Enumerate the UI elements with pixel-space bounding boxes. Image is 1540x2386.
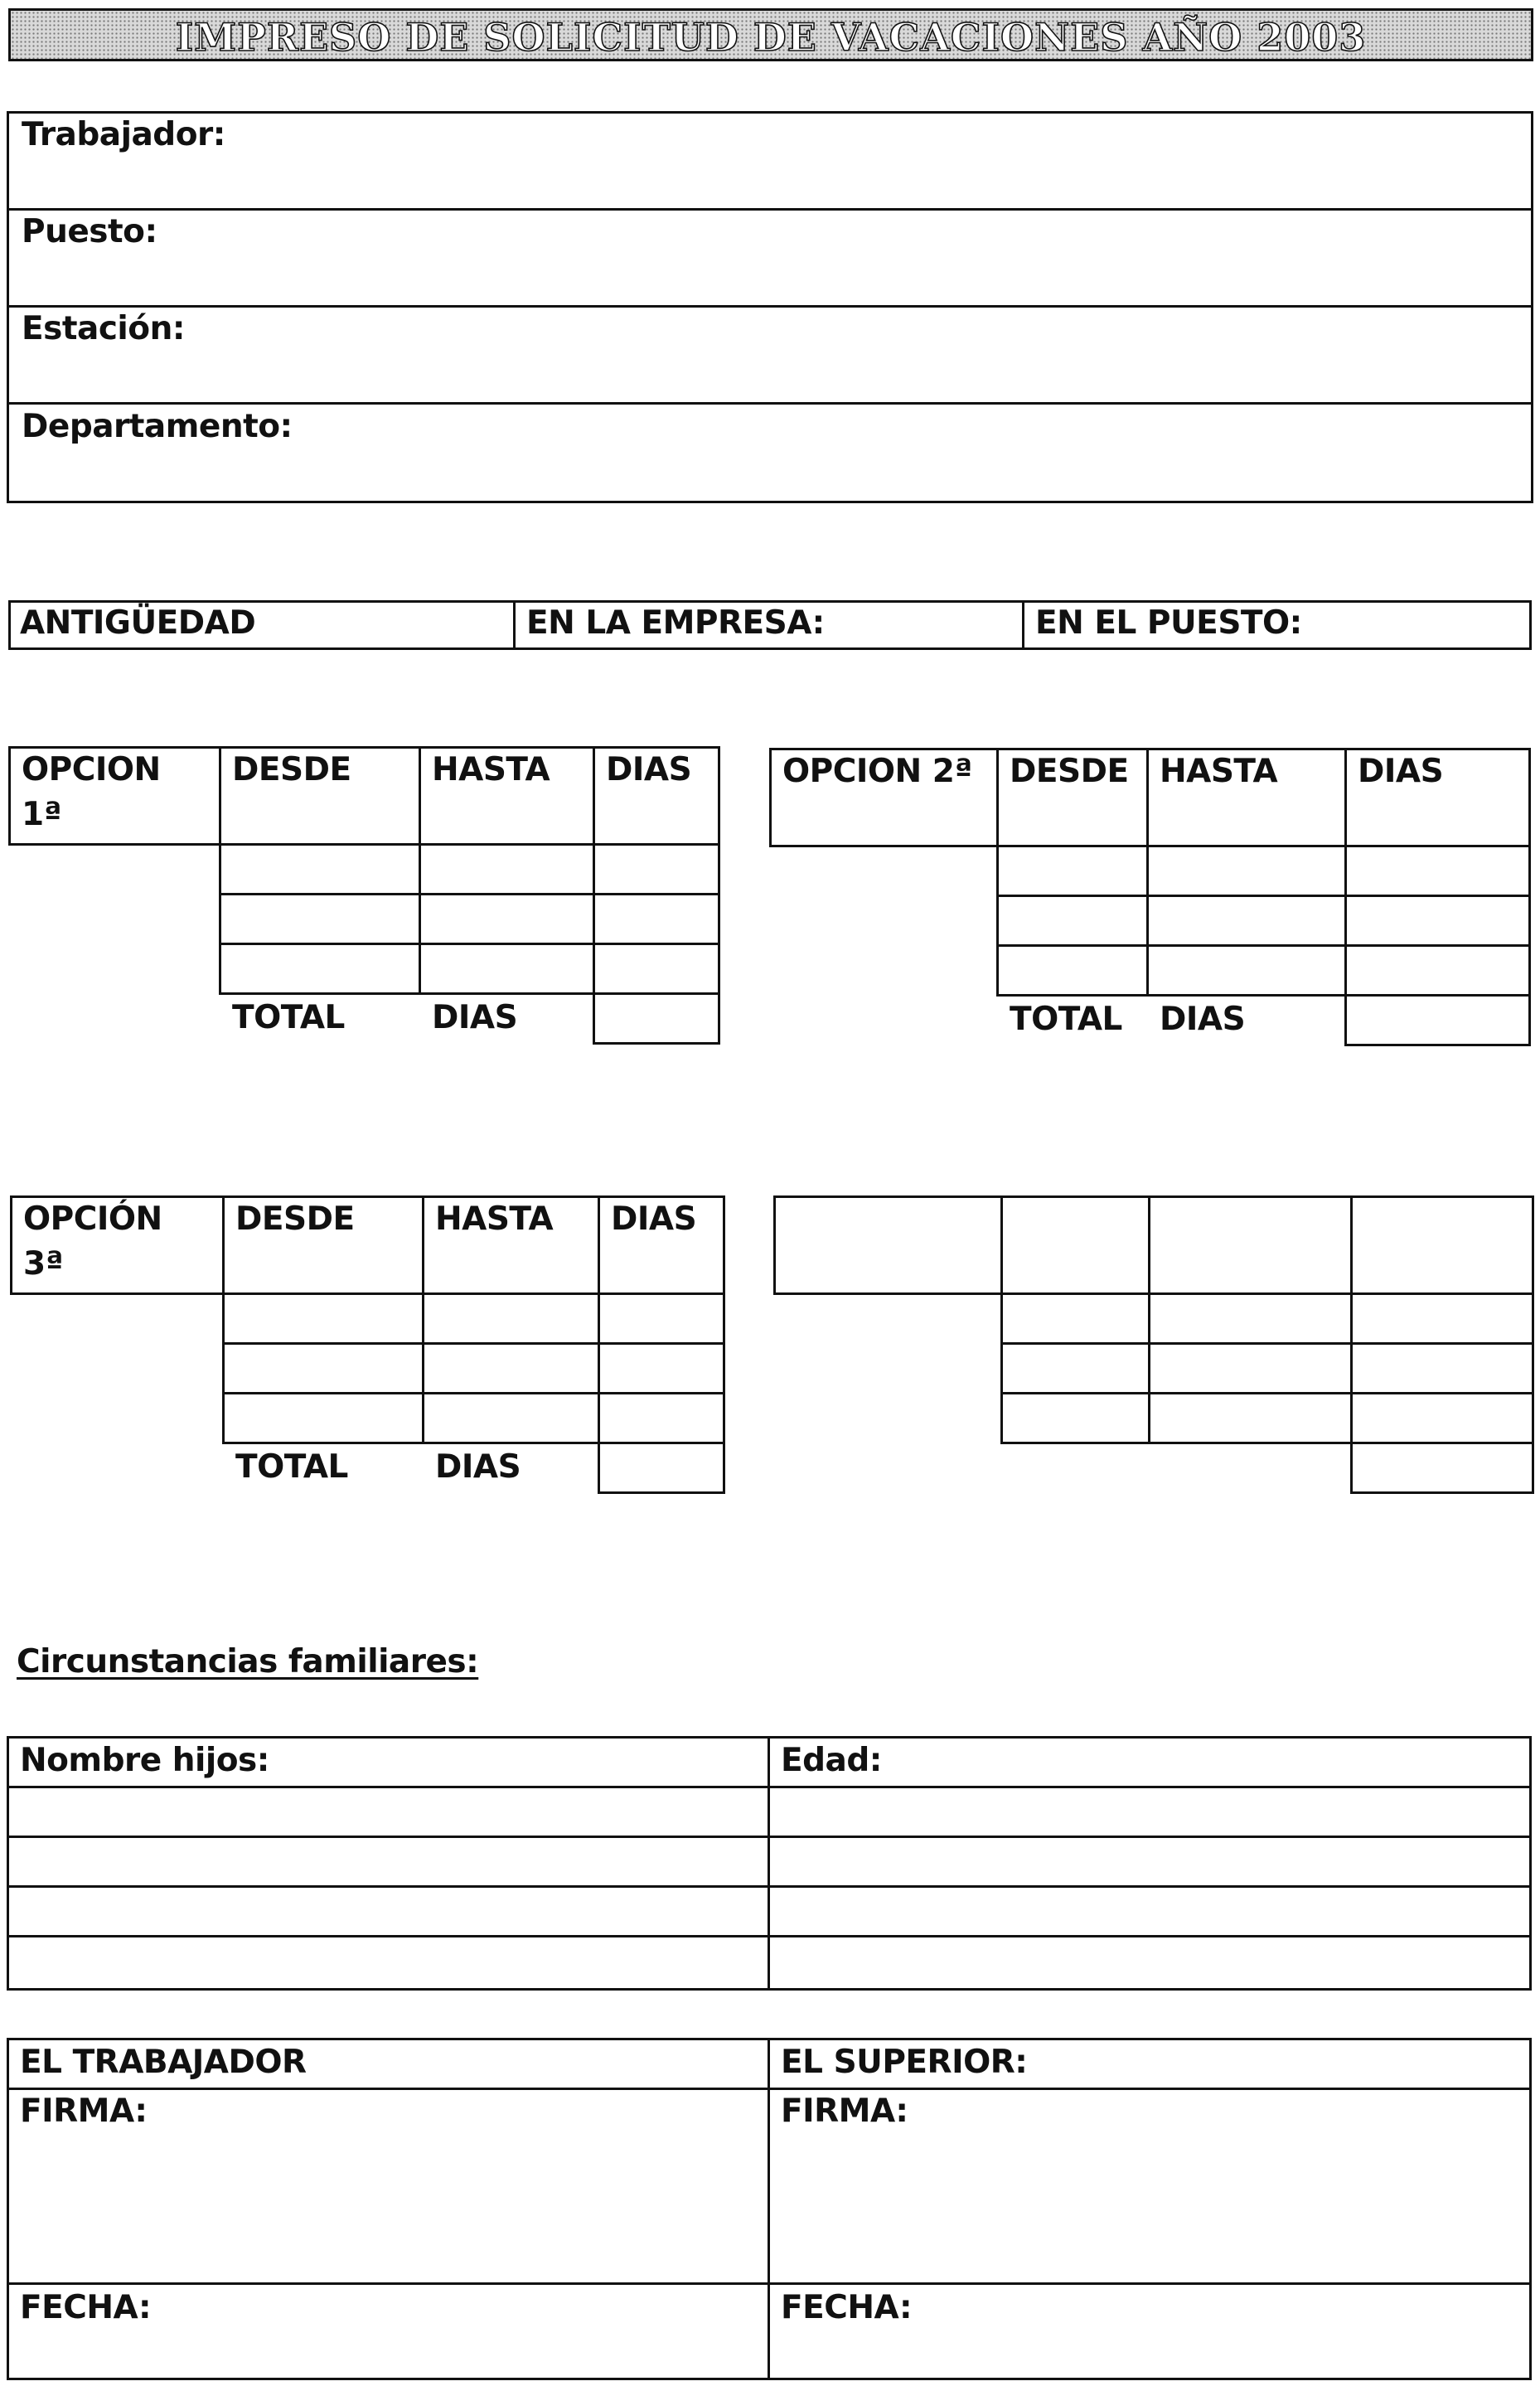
blank-table-col4-row1[interactable] bbox=[1350, 1292, 1534, 1345]
option2-label: OPCION 2ª bbox=[782, 753, 972, 790]
option1-to-row2[interactable] bbox=[419, 893, 595, 945]
option2-total-days-label: DIAS bbox=[1160, 1001, 1246, 1038]
blank-table-col4-row2[interactable] bbox=[1350, 1342, 1534, 1394]
option2-days-label: DIAS bbox=[1358, 753, 1444, 790]
worker-sign-label: FIRMA: bbox=[20, 2093, 148, 2130]
option1-days-row3[interactable] bbox=[593, 943, 720, 995]
station-field[interactable] bbox=[7, 305, 1533, 405]
blank-table-col3-row3[interactable] bbox=[1148, 1392, 1353, 1444]
option3-label-line2: 3ª bbox=[23, 1245, 64, 1283]
superior-date-label: FECHA: bbox=[781, 2289, 913, 2326]
option2-to-label: HASTA bbox=[1160, 753, 1278, 790]
blank-table-col2-row1[interactable] bbox=[1000, 1292, 1150, 1345]
children-age-row3[interactable] bbox=[768, 1885, 1532, 1937]
option1-label-line2: 1ª bbox=[22, 796, 62, 833]
option1-from-label: DESDE bbox=[232, 751, 351, 788]
option1-days-row1[interactable] bbox=[593, 843, 720, 895]
blank-table-col3-header bbox=[1148, 1195, 1353, 1295]
children-age-row4[interactable] bbox=[768, 1935, 1532, 1991]
seniority-label: ANTIGÜEDAD bbox=[20, 604, 256, 642]
children-name-row2[interactable] bbox=[7, 1836, 770, 1888]
option3-days-row1[interactable] bbox=[598, 1292, 725, 1345]
option2-days-row3[interactable] bbox=[1344, 944, 1531, 997]
option1-from-row1[interactable] bbox=[219, 843, 421, 895]
seniority-company-label: EN LA EMPRESA: bbox=[526, 604, 825, 642]
option1-from-row2[interactable] bbox=[219, 893, 421, 945]
position-label: Puesto: bbox=[22, 213, 157, 250]
option3-total-days-field[interactable] bbox=[598, 1442, 725, 1494]
family-heading: Circunstancias familiares: bbox=[17, 1643, 479, 1680]
option3-from-row1[interactable] bbox=[222, 1292, 424, 1345]
seniority-position-label: EN EL PUESTO: bbox=[1035, 604, 1302, 642]
option3-to-row2[interactable] bbox=[422, 1342, 600, 1394]
blank-table-col3-row1[interactable] bbox=[1148, 1292, 1353, 1345]
option3-total-label: TOTAL bbox=[235, 1448, 348, 1486]
superior-title: EL SUPERIOR: bbox=[781, 2044, 1028, 2081]
position-field[interactable] bbox=[7, 208, 1533, 308]
option3-days-label: DIAS bbox=[611, 1200, 697, 1238]
option1-total-label: TOTAL bbox=[232, 999, 345, 1036]
option3-days-row2[interactable] bbox=[598, 1342, 725, 1394]
option2-to-row2[interactable] bbox=[1146, 895, 1347, 947]
option1-days-label: DIAS bbox=[606, 751, 692, 788]
age-header-cell bbox=[768, 1736, 1532, 1788]
option2-total-label: TOTAL bbox=[1010, 1001, 1122, 1038]
department-label: Departamento: bbox=[22, 408, 293, 445]
blank-table-col4-row3[interactable] bbox=[1350, 1392, 1534, 1444]
worker-date-label: FECHA: bbox=[20, 2289, 152, 2326]
children-name-row4[interactable] bbox=[7, 1935, 770, 1991]
option2-from-row2[interactable] bbox=[996, 895, 1149, 947]
option2-from-row1[interactable] bbox=[996, 845, 1149, 897]
option1-to-label: HASTA bbox=[432, 751, 550, 788]
option2-total-days-field[interactable] bbox=[1344, 994, 1531, 1046]
worker-field[interactable] bbox=[7, 111, 1533, 211]
option1-label-line1: OPCION bbox=[22, 751, 161, 788]
option1-to-row3[interactable] bbox=[419, 943, 595, 995]
worker-title: EL TRABAJADOR bbox=[20, 2044, 307, 2081]
station-label: Estación: bbox=[22, 310, 185, 347]
option3-label-line1: OPCIÓN bbox=[23, 1200, 162, 1238]
option3-from-label: DESDE bbox=[235, 1200, 355, 1238]
option2-days-row1[interactable] bbox=[1344, 845, 1531, 897]
blank-table-col2-row3[interactable] bbox=[1000, 1392, 1150, 1444]
blank-table-col4-header bbox=[1350, 1195, 1534, 1295]
option3-to-label: HASTA bbox=[435, 1200, 554, 1238]
option1-days-row2[interactable] bbox=[593, 893, 720, 945]
blank-table-col2-header bbox=[1000, 1195, 1150, 1295]
option3-to-row1[interactable] bbox=[422, 1292, 600, 1345]
children-name-row1[interactable] bbox=[7, 1786, 770, 1838]
title-banner bbox=[8, 8, 1533, 61]
option3-to-row3[interactable] bbox=[422, 1392, 600, 1444]
option3-total-days-label: DIAS bbox=[435, 1448, 521, 1486]
option3-from-row2[interactable] bbox=[222, 1342, 424, 1394]
superior-sign-label: FIRMA: bbox=[781, 2093, 908, 2130]
option1-total-days-field[interactable] bbox=[593, 992, 720, 1045]
children-name-row3[interactable] bbox=[7, 1885, 770, 1937]
children-age-row1[interactable] bbox=[768, 1786, 1532, 1838]
option3-days-row3[interactable] bbox=[598, 1392, 725, 1444]
option2-to-row3[interactable] bbox=[1146, 944, 1347, 997]
option2-from-label: DESDE bbox=[1010, 753, 1129, 790]
option1-to-row1[interactable] bbox=[419, 843, 595, 895]
option1-from-row3[interactable] bbox=[219, 943, 421, 995]
blank-table-col2-row2[interactable] bbox=[1000, 1342, 1150, 1394]
blank-table-header-cell bbox=[773, 1195, 1003, 1295]
option1-total-days-label: DIAS bbox=[432, 999, 518, 1036]
option2-to-row1[interactable] bbox=[1146, 845, 1347, 897]
option2-from-row3[interactable] bbox=[996, 944, 1149, 997]
blank-table-total-field[interactable] bbox=[1350, 1442, 1534, 1494]
blank-table-col3-row2[interactable] bbox=[1148, 1342, 1353, 1394]
page-title: IMPRESO DE SOLICITUD DE VACACIONES AÑO 2003 bbox=[175, 15, 1367, 60]
children-age-row2[interactable] bbox=[768, 1836, 1532, 1888]
option3-from-row3[interactable] bbox=[222, 1392, 424, 1444]
option2-days-row2[interactable] bbox=[1344, 895, 1531, 947]
worker-label: Trabajador: bbox=[22, 116, 225, 153]
age-label: Edad: bbox=[781, 1742, 882, 1779]
children-label: Nombre hijos: bbox=[20, 1742, 269, 1779]
